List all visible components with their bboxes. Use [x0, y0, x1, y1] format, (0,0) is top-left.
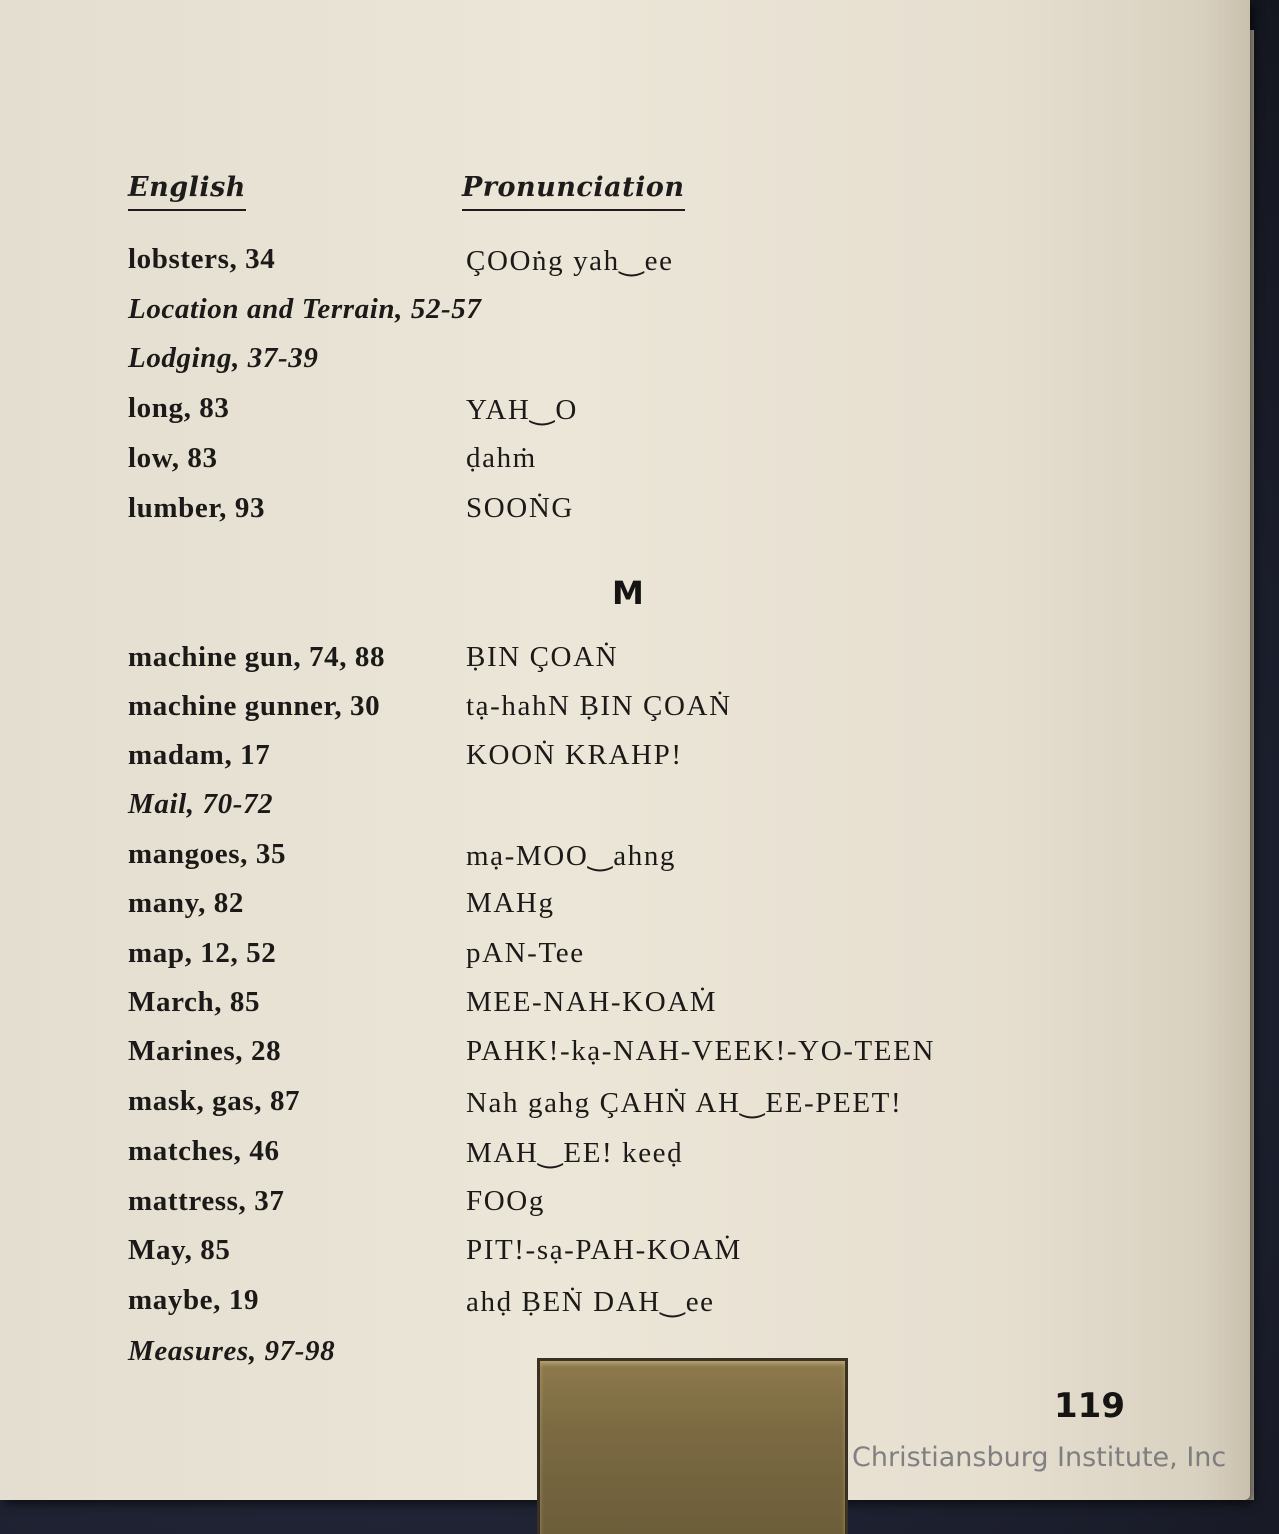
english-term: maybe, 19 — [128, 1284, 260, 1316]
english-term: many, 82 — [128, 887, 244, 919]
gold-bookmark — [537, 1358, 848, 1534]
pronunciation-text: MAHg — [466, 887, 555, 919]
entry-row — [0, 739, 1250, 779]
english-column-header: English — [128, 172, 246, 211]
english-term: long, 83 — [128, 392, 230, 424]
entry-row — [0, 788, 1250, 828]
english-term: lumber, 93 — [128, 492, 266, 524]
entry-row — [0, 442, 1250, 482]
english-term: mattress, 37 — [128, 1185, 285, 1217]
english-term: low, 83 — [128, 442, 218, 474]
entry-row — [0, 1135, 1250, 1175]
pronunciation-column-header: Pronunciation — [462, 172, 685, 211]
watermark-text: Christiansburg Institute, Inc — [852, 1442, 1227, 1473]
english-term: May, 85 — [128, 1234, 231, 1266]
pronunciation-text: ḄIN ÇOAṄ — [466, 641, 619, 673]
pronunciation-text: MAH‿EE! keeḍ — [466, 1137, 684, 1169]
pronunciation-text: MEE-NAH-KOAṀ — [466, 986, 718, 1018]
pronunciation-text: mạ-MOO‿ahng — [466, 840, 677, 872]
page-number: 119 — [1054, 1386, 1125, 1426]
pronunciation-text: FOOg — [466, 1185, 545, 1217]
english-term: matches, 46 — [128, 1135, 280, 1167]
entry-row — [0, 342, 1250, 382]
section-letter-heading: M — [612, 574, 644, 612]
entry-row — [0, 986, 1250, 1026]
pronunciation-text: YAH‿O — [466, 394, 578, 426]
english-term: Mail, 70-72 — [128, 788, 274, 820]
english-term: map, 12, 52 — [128, 937, 277, 969]
pronunciation-text: PIT!-sạ-PAH-KOAṀ — [466, 1234, 742, 1266]
english-term: machine gunner, 30 — [128, 690, 381, 722]
entry-row — [0, 690, 1250, 730]
english-term: Location and Terrain, 52-57 — [128, 293, 482, 325]
entry-row — [0, 937, 1250, 977]
english-term: mask, gas, 87 — [128, 1085, 301, 1117]
pronunciation-text: PAHK!-kạ-NAH-VEEK!-YO-TEEN — [466, 1035, 935, 1067]
english-term: mangoes, 35 — [128, 838, 287, 870]
entry-row — [0, 887, 1250, 927]
english-term: Measures, 97-98 — [128, 1335, 336, 1367]
pronunciation-text: ahḍ ḄEṄ DAH‿ee — [466, 1286, 715, 1318]
english-term: machine gun, 74, 88 — [128, 641, 386, 673]
english-term: madam, 17 — [128, 739, 271, 771]
pronunciation-text: Nah gahg ÇAHṄ AH‿EE-PEET! — [466, 1087, 903, 1119]
pronunciation-text: pAN-Tee — [466, 937, 585, 969]
pronunciation-text: tạ-hahN ḄIN ÇOAṄ — [466, 690, 732, 722]
pronunciation-text: KOOṄ KRAHP! — [466, 739, 683, 771]
pronunciation-text: ḍahṁ — [466, 442, 537, 474]
entry-row — [0, 243, 1250, 283]
pronunciation-text: SOOṄG — [466, 492, 574, 524]
english-term: lobsters, 34 — [128, 243, 276, 275]
entry-row — [0, 838, 1250, 878]
english-term: March, 85 — [128, 986, 261, 1018]
entry-row — [0, 1234, 1250, 1274]
entry-row — [0, 492, 1250, 532]
entry-row — [0, 1185, 1250, 1225]
english-term: Lodging, 37-39 — [128, 342, 319, 374]
entry-row — [0, 392, 1250, 432]
entry-row — [0, 641, 1250, 681]
entry-row — [0, 293, 1250, 333]
entry-row — [0, 1035, 1250, 1075]
entry-row — [0, 1284, 1250, 1324]
english-term: Marines, 28 — [128, 1035, 282, 1067]
pronunciation-text: ÇOOṅg yah‿ee — [466, 245, 674, 277]
entry-row — [0, 1085, 1250, 1125]
